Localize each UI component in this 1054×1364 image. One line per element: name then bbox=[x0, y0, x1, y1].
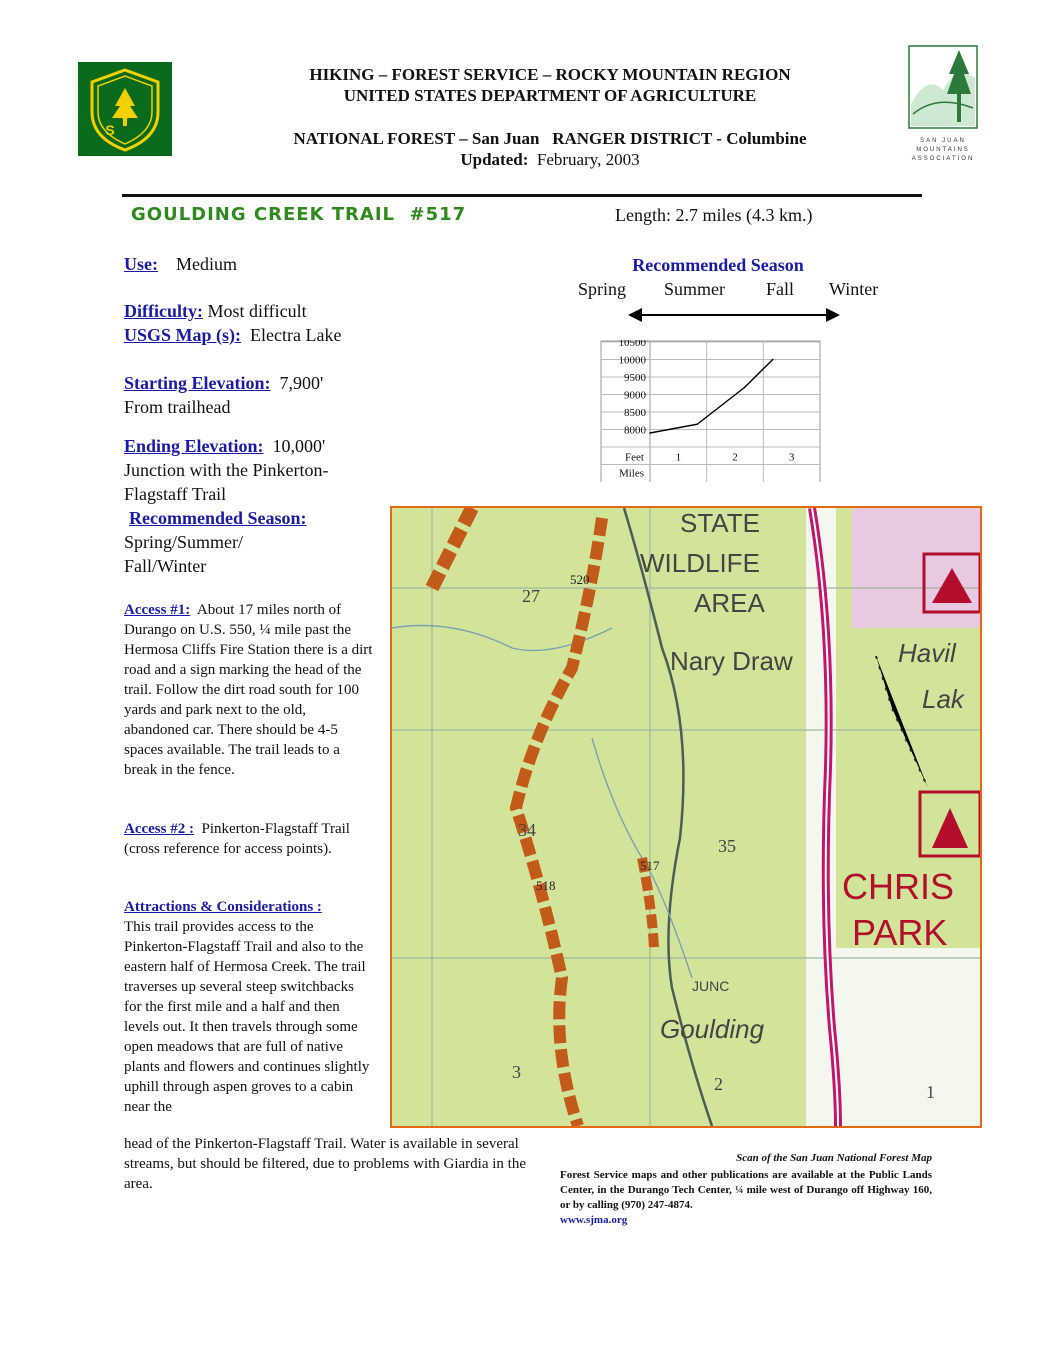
access1-label: Access #1: bbox=[124, 602, 191, 618]
difficulty-label: Difficulty: bbox=[124, 301, 203, 321]
map-label-state: STATE bbox=[680, 508, 760, 538]
header-divider bbox=[122, 194, 922, 197]
chart-x-tick-label: 1 bbox=[675, 451, 682, 464]
season-winter: Winter bbox=[829, 279, 879, 299]
chart-data-point bbox=[744, 387, 746, 389]
sjma-caption: SAN JUAN MOUNTAINS ASSOCIATION bbox=[911, 138, 975, 162]
usfs-logo bbox=[78, 62, 172, 156]
map-label-wildlife: WILDLIFE bbox=[640, 548, 760, 578]
map-caption: Scan of the San Juan National Forest Map bbox=[736, 1152, 932, 1164]
trail-title: GOULDING CREEK TRAIL #517 bbox=[131, 204, 467, 225]
season-value-2: Fall/Winter bbox=[124, 556, 207, 576]
trail-length: Length: 2.7 miles (4.3 km.) bbox=[615, 205, 813, 225]
district-value: Columbine bbox=[726, 129, 807, 148]
map-label-section-1: 1 bbox=[926, 1082, 935, 1102]
forest-label: NATIONAL FOREST bbox=[293, 129, 455, 148]
chart-x-axis-label: Miles bbox=[618, 467, 644, 480]
usgs-value: Electra Lake bbox=[250, 325, 342, 345]
end-elev-label: Ending Elevation: bbox=[124, 436, 264, 456]
header-line-2: UNITED STATES DEPARTMENT OF AGRICULTURE bbox=[343, 86, 757, 105]
map-label-park: PARK bbox=[852, 912, 948, 953]
updated-value: February, 2003 bbox=[536, 150, 640, 169]
map-label-havil: Havil bbox=[898, 638, 956, 668]
map-label-area: AREA bbox=[694, 588, 765, 618]
chart-y-tick-label: 9000 bbox=[624, 389, 646, 402]
map-label-trail-520: 520 bbox=[570, 572, 590, 587]
usgs-label: USGS Map (s): bbox=[124, 325, 242, 345]
chart-y-tick-label: 10000 bbox=[618, 354, 646, 367]
end-elev-row bbox=[124, 435, 325, 458]
end-elev-note-1: Junction with the Pinkerton- bbox=[124, 460, 329, 480]
end-elev-note-2: Flagstaff Trail bbox=[124, 484, 227, 504]
map-label-junction: JUNC bbox=[692, 978, 730, 994]
map-label-section-35: 35 bbox=[718, 836, 736, 856]
use-row bbox=[124, 253, 237, 276]
attractions-text-narrow: This trail provides access to the Pinkerton-Flagstaff Trail and also to the eastern half of Hermosa Creek. The trail traverses up several steep switchbacks for the first mile and a half and then levels out. It then travels through some open meadows that are full of native plants and flowers and continues slightly uphill through aspen groves to a cabin near the bbox=[124, 919, 370, 1115]
start-elev-note: From trailhead bbox=[124, 397, 231, 417]
start-elev-value: 7,900' bbox=[279, 373, 324, 393]
usgs-row bbox=[124, 324, 341, 347]
season-label: Recommended Season: bbox=[129, 508, 307, 528]
start-elev-label: Starting Elevation: bbox=[124, 373, 271, 393]
access1-text: About 17 miles north of Durango on U.S. 550, ¼ mile past the Hermosa Cliffs Fire Station there is a dirt road and a sign marking the head of the trail. Follow the dirt road south for 100 yards and park next to the old, abandoned car. There should be 4-5 spaces available. The trail leads to a break in the fence. bbox=[124, 602, 373, 778]
chart-x-tick-label: 2 bbox=[732, 451, 738, 464]
season-spring: Spring bbox=[578, 279, 627, 299]
season-fall: Fall bbox=[766, 279, 795, 299]
chart-data-point bbox=[696, 423, 698, 425]
elevation-chart bbox=[600, 340, 822, 482]
season-summer: Summer bbox=[664, 279, 725, 299]
attractions-text-wide: head of the Pinkerton-Flagstaff Trail. Water is available in several streams, but should be filtered, due to problems with Giardia in the area. bbox=[124, 1136, 526, 1192]
use-label: Use: bbox=[124, 254, 158, 274]
chart-y-tick-label: 9500 bbox=[624, 372, 646, 384]
chart-y-tick-label: 8500 bbox=[624, 407, 646, 419]
map-label-chris: CHRIS bbox=[842, 866, 955, 907]
trail-map bbox=[390, 506, 982, 1128]
chart-x-tick-label: 3 bbox=[788, 451, 795, 464]
difficulty-value: Most difficult bbox=[207, 301, 307, 321]
map-label-section-2: 2 bbox=[714, 1074, 723, 1094]
season-arrow bbox=[628, 306, 840, 324]
forest-district-line: NATIONAL FOREST – San Juan RANGER DISTRICT - Columbine bbox=[293, 129, 807, 148]
map-label-nary-draw: Nary Draw bbox=[670, 646, 793, 676]
header-line-1: HIKING – FOREST SERVICE – ROCKY MOUNTAIN REGION bbox=[309, 65, 791, 84]
difficulty-row bbox=[124, 300, 307, 323]
end-elev-value: 10,000' bbox=[272, 436, 326, 456]
map-label-section-3: 3 bbox=[512, 1062, 521, 1082]
district-label: RANGER DISTRICT bbox=[552, 129, 713, 148]
map-label-section-27: 27 bbox=[522, 586, 540, 606]
logo-letters: U S bbox=[105, 106, 161, 138]
forest-value: San Juan bbox=[471, 129, 540, 148]
access1-block bbox=[124, 600, 374, 780]
updated-line bbox=[180, 150, 920, 170]
footer-link[interactable]: www.sjma.org bbox=[560, 1214, 628, 1226]
access2-label: Access #2 : bbox=[124, 821, 194, 837]
chart-y-tick-label: 8000 bbox=[624, 424, 646, 437]
updated-label: Updated: bbox=[460, 150, 529, 169]
access2-text: Pinkerton-Flagstaff Trail (cross reference for access points). bbox=[124, 821, 350, 857]
map-label-lak: Lak bbox=[922, 684, 964, 714]
map-label-trail-518: 518 bbox=[536, 878, 556, 893]
season-title: Recommended Season bbox=[632, 255, 804, 275]
map-label-section-34: 34 bbox=[518, 820, 536, 840]
map-label-goulding: Goulding bbox=[660, 1014, 765, 1044]
chart-y-axis-label: Feet bbox=[625, 451, 644, 464]
chart-data-point bbox=[772, 359, 774, 361]
footer-text: Forest Service maps and other publications are available at the Public Lands Center, in the Durango Tech Center, ¼ mile west of Durango off Highway 160, or by calling (970) 247-4874. bbox=[560, 1169, 932, 1211]
start-elev-row bbox=[124, 372, 323, 395]
chart-data-point bbox=[649, 432, 651, 434]
season-value-1: Spring/Summer/ bbox=[124, 532, 244, 552]
attractions-label: Attractions & Considerations : bbox=[124, 899, 322, 915]
map-label-trail-517: 517 bbox=[640, 858, 660, 873]
use-value: Medium bbox=[176, 254, 237, 274]
access2-block bbox=[124, 819, 364, 859]
chart-y-tick-label: 10500 bbox=[618, 340, 646, 349]
